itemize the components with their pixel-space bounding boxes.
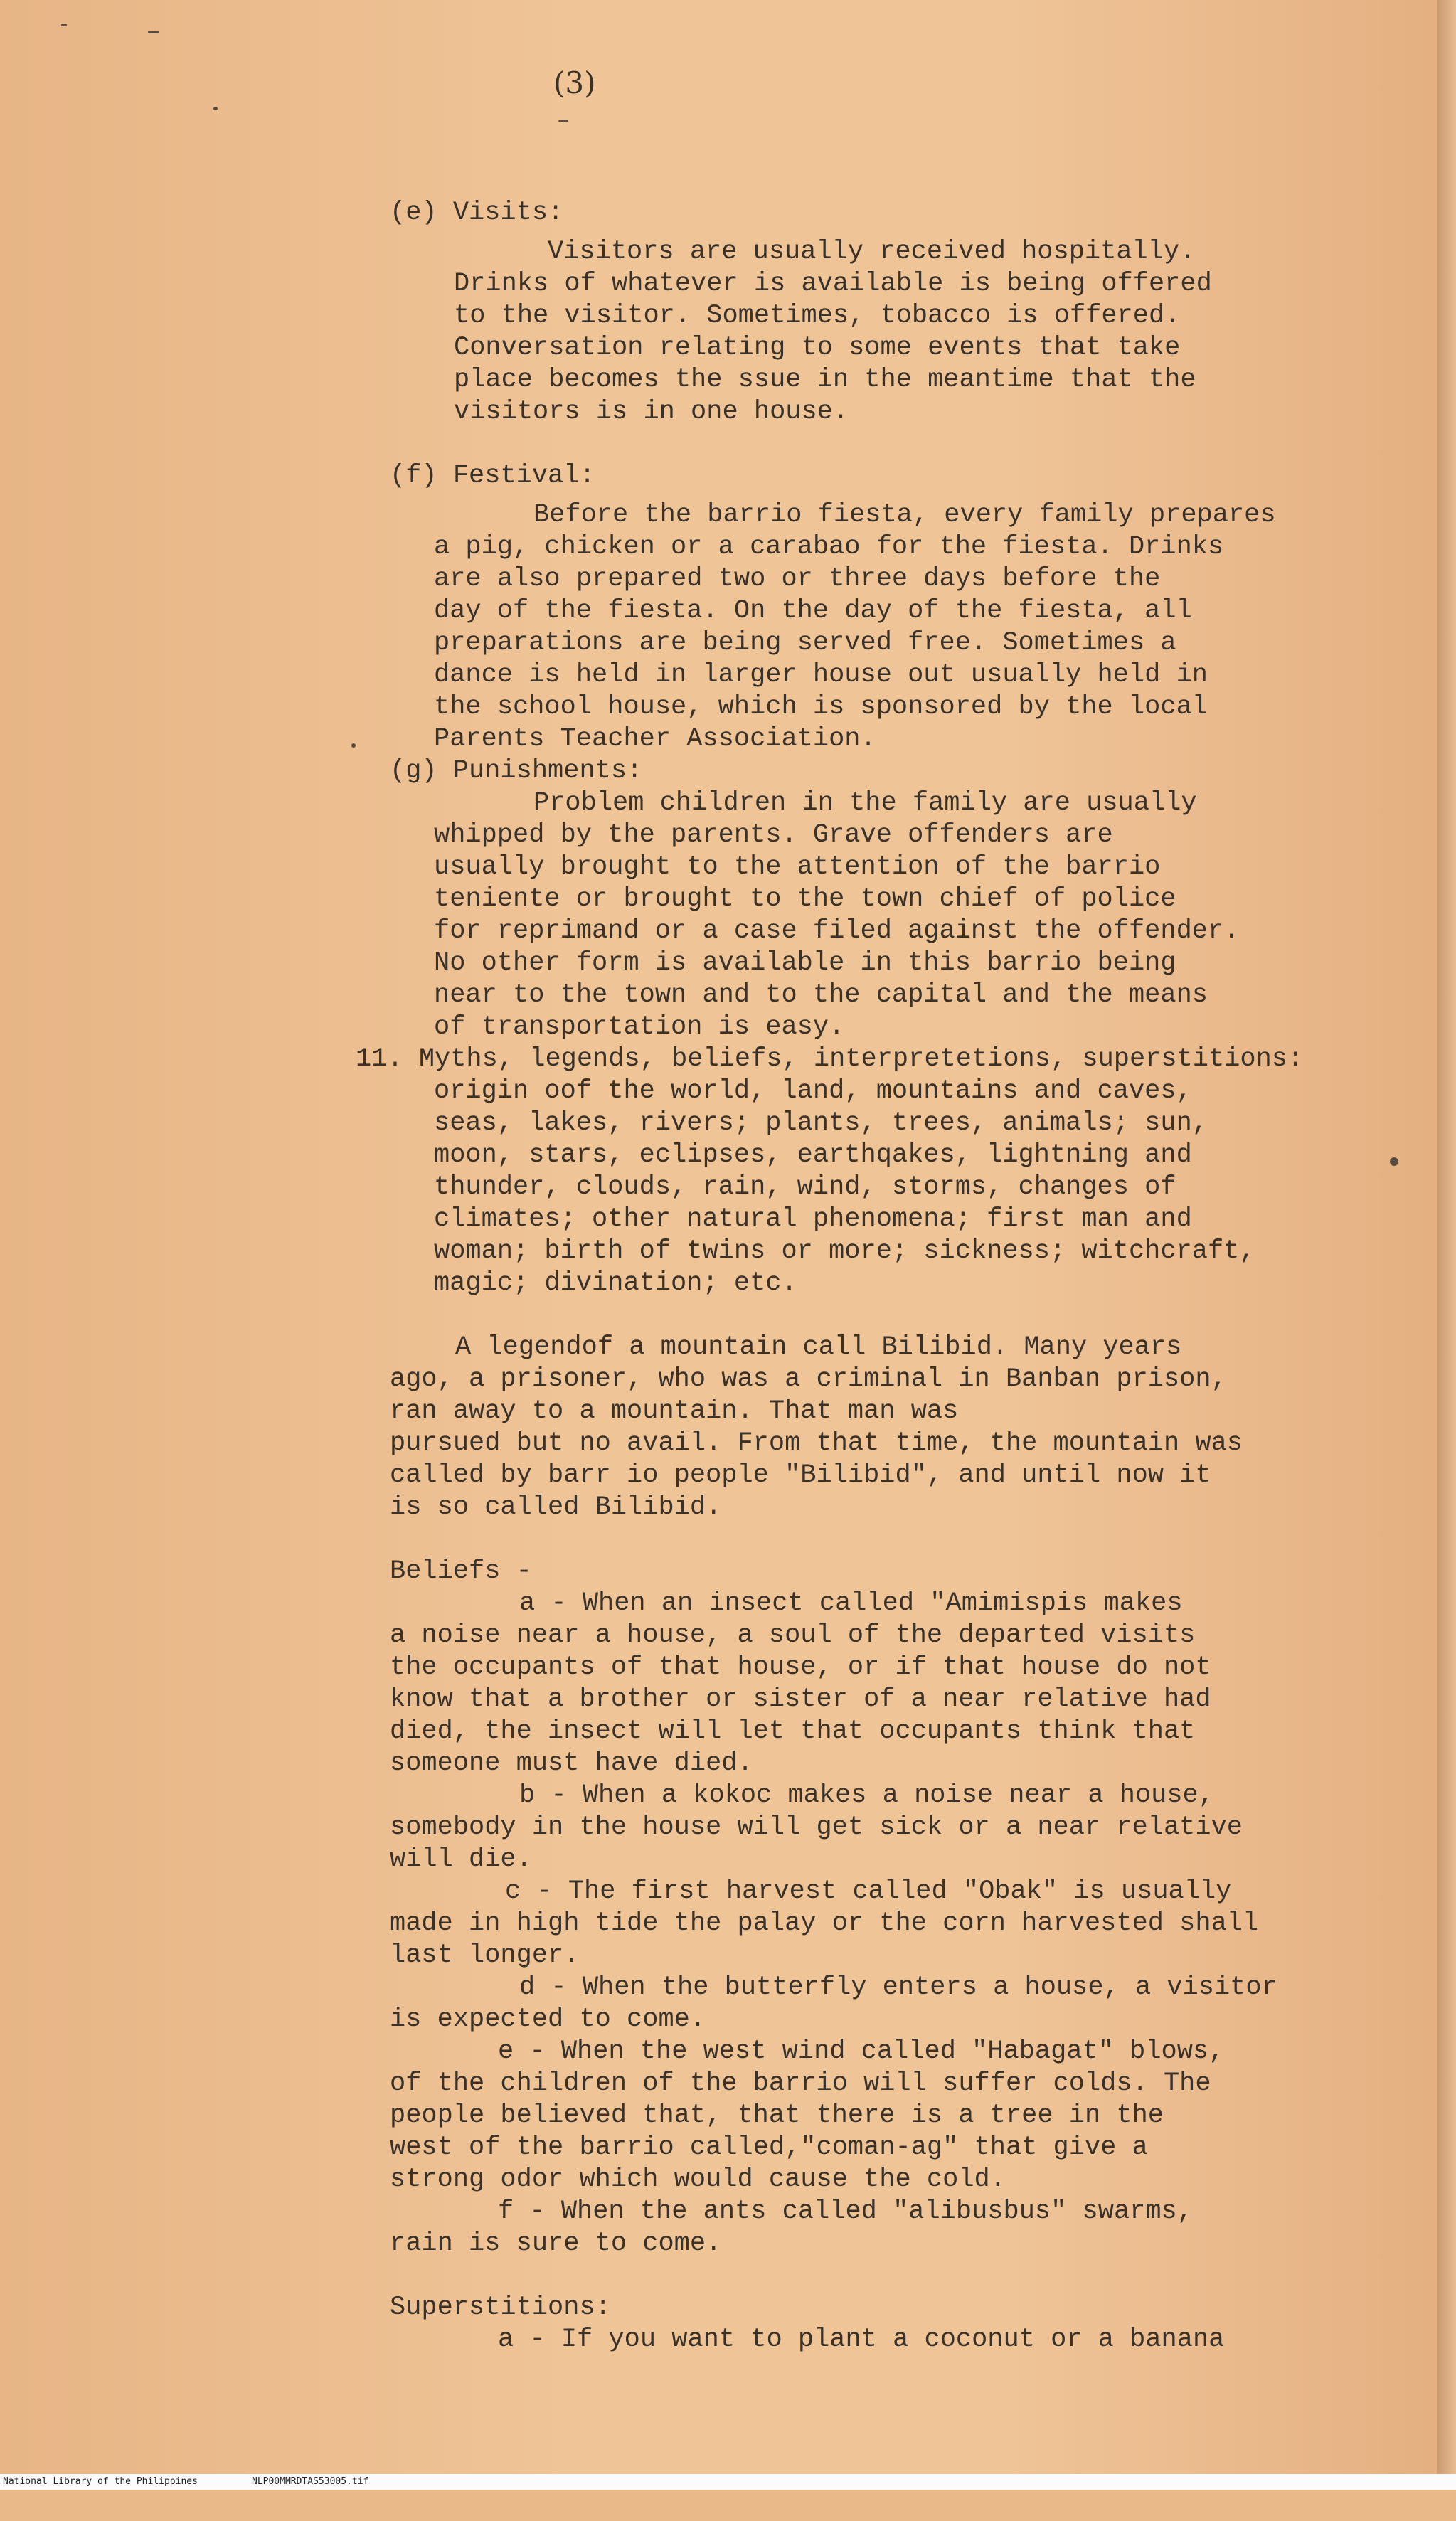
- ink-speck: [1390, 1157, 1398, 1166]
- text-line: the school house, which is sponsored by the local: [434, 692, 1208, 722]
- text-line: someone must have died.: [390, 1748, 753, 1778]
- text-line: died, the insect will let that occupants think that: [390, 1716, 1196, 1746]
- text-line: Problem children in the family are usually: [533, 788, 1197, 818]
- text-line: woman; birth of twins or more; sickness; witchcraft,: [434, 1236, 1255, 1266]
- ink-speck: [61, 24, 67, 26]
- text-line: origin oof the world, land, mountains and caves,: [434, 1076, 1192, 1106]
- text-line: ran away to a mountain. That man was: [390, 1396, 959, 1426]
- text-line: usually brought to the attention of the barrio: [434, 852, 1161, 882]
- text-line: called by barr io people "Bilibid", and until now it: [390, 1460, 1211, 1490]
- text-line: Before the barrio fiesta, every family prepares: [533, 500, 1276, 530]
- text-line: whipped by the parents. Grave offenders are: [434, 820, 1113, 850]
- text-line: day of the fiesta. On the day of the fiesta, all: [434, 596, 1192, 626]
- text-line: e - When the west wind called "Habagat" blows,: [498, 2037, 1225, 2066]
- text-line: is so called Bilibid.: [390, 1492, 722, 1522]
- section-heading-superstitions: Superstitions:: [390, 2293, 611, 2323]
- text-line: of transportation is easy.: [434, 1012, 845, 1042]
- text-line: pursued but no avail. From that time, the mountain was: [390, 1428, 1243, 1458]
- text-line: moon, stars, eclipses, earthqakes, lightning and: [434, 1140, 1192, 1170]
- section-heading-visits: (e) Visits:: [390, 198, 564, 228]
- text-line: teniente or brought to the town chief of police: [434, 884, 1176, 914]
- text-line: magic; divination; etc.: [434, 1268, 797, 1298]
- text-line: place becomes the ssue in the meantime that the: [454, 365, 1196, 395]
- scan-footer: [0, 2474, 1456, 2490]
- text-line: know that a brother or sister of a near relative had: [390, 1684, 1211, 1714]
- text-line: thunder, clouds, rain, wind, storms, changes of: [434, 1172, 1176, 1202]
- text-line: strong odor which would cause the cold.: [390, 2165, 1006, 2194]
- text-line: Drinks of whatever is available is being offered: [454, 269, 1212, 299]
- text-line: ago, a prisoner, who was a criminal in Banban prison,: [390, 1364, 1227, 1394]
- section-heading-myths: 11. Myths, legends, beliefs, interpretetions, superstitions:: [356, 1044, 1304, 1074]
- text-line: a noise near a house, a soul of the departed visits: [390, 1620, 1196, 1650]
- text-line: c - The first harvest called "Obak" is usually: [505, 1877, 1232, 1906]
- text-line: people believed that, that there is a tree in the: [390, 2101, 1164, 2130]
- text-line: last longer.: [390, 1941, 580, 1970]
- text-line: made in high tide the palay or the corn harvested shall: [390, 1909, 1259, 1938]
- section-heading-punishments: (g) Punishments:: [390, 756, 643, 786]
- page-edge: [1437, 0, 1456, 2490]
- text-line: somebody in the house will get sick or a near relative: [390, 1813, 1243, 1842]
- text-line: No other form is available in this barrio being: [434, 948, 1176, 978]
- footer-file-id: NLP00MMRDTAS53005.tif: [252, 2476, 369, 2487]
- text-line: b - When a kokoc makes a noise near a house,: [519, 1780, 1214, 1810]
- text-line: to the visitor. Sometimes, tobacco is offered.: [454, 301, 1181, 331]
- text-line: rain is sure to come.: [390, 2229, 722, 2259]
- text-line: a pig, chicken or a carabao for the fiesta. Drinks: [434, 532, 1224, 562]
- text-line: seas, lakes, rivers; plants, trees, animals; sun,: [434, 1108, 1208, 1138]
- text-line: A legendof a mountain call Bilibid. Many years: [455, 1332, 1182, 1362]
- text-line: is expected to come.: [390, 2005, 706, 2034]
- text-line: f - When the ants called "alibusbus" swarms,: [498, 2197, 1193, 2227]
- text-line: near to the town and to the capital and the means: [434, 980, 1208, 1010]
- text-line: a - If you want to plant a coconut or a banana: [498, 2325, 1225, 2355]
- text-line: Visitors are usually received hospitally.: [548, 237, 1196, 267]
- text-line: preparations are being served free. Sometimes a: [434, 628, 1176, 658]
- text-line: climates; other natural phenomena; first man and: [434, 1204, 1192, 1234]
- text-line: are also prepared two or three days before the: [434, 564, 1161, 594]
- section-heading-festival: (f) Festival:: [390, 461, 595, 491]
- text-line: Parents Teacher Association.: [434, 724, 876, 754]
- ink-speck: [148, 31, 159, 33]
- page-number: (3): [553, 65, 596, 100]
- ink-speck: [213, 107, 218, 110]
- text-line: west of the barrio called,"coman-ag" that give a: [390, 2133, 1148, 2162]
- footer-library: National Library of the Philippines: [3, 2476, 198, 2487]
- ink-speck: [558, 120, 568, 122]
- text-line: the occupants of that house, or if that house do not: [390, 1652, 1211, 1682]
- text-line: of the children of the barrio will suffer colds. The: [390, 2069, 1211, 2098]
- text-line: d - When the butterfly enters a house, a visitor: [519, 1973, 1277, 2002]
- ink-speck: [351, 743, 356, 748]
- text-line: a - When an insect called "Amimispis makes: [519, 1588, 1183, 1618]
- text-line: for reprimand or a case filed against the offender.: [434, 916, 1240, 946]
- text-line: visitors is in one house.: [454, 397, 849, 427]
- text-line: dance is held in larger house out usually held in: [434, 660, 1208, 690]
- text-line: Conversation relating to some events that take: [454, 333, 1181, 363]
- text-line: will die.: [390, 1845, 532, 1874]
- section-heading-beliefs: Beliefs -: [390, 1556, 532, 1586]
